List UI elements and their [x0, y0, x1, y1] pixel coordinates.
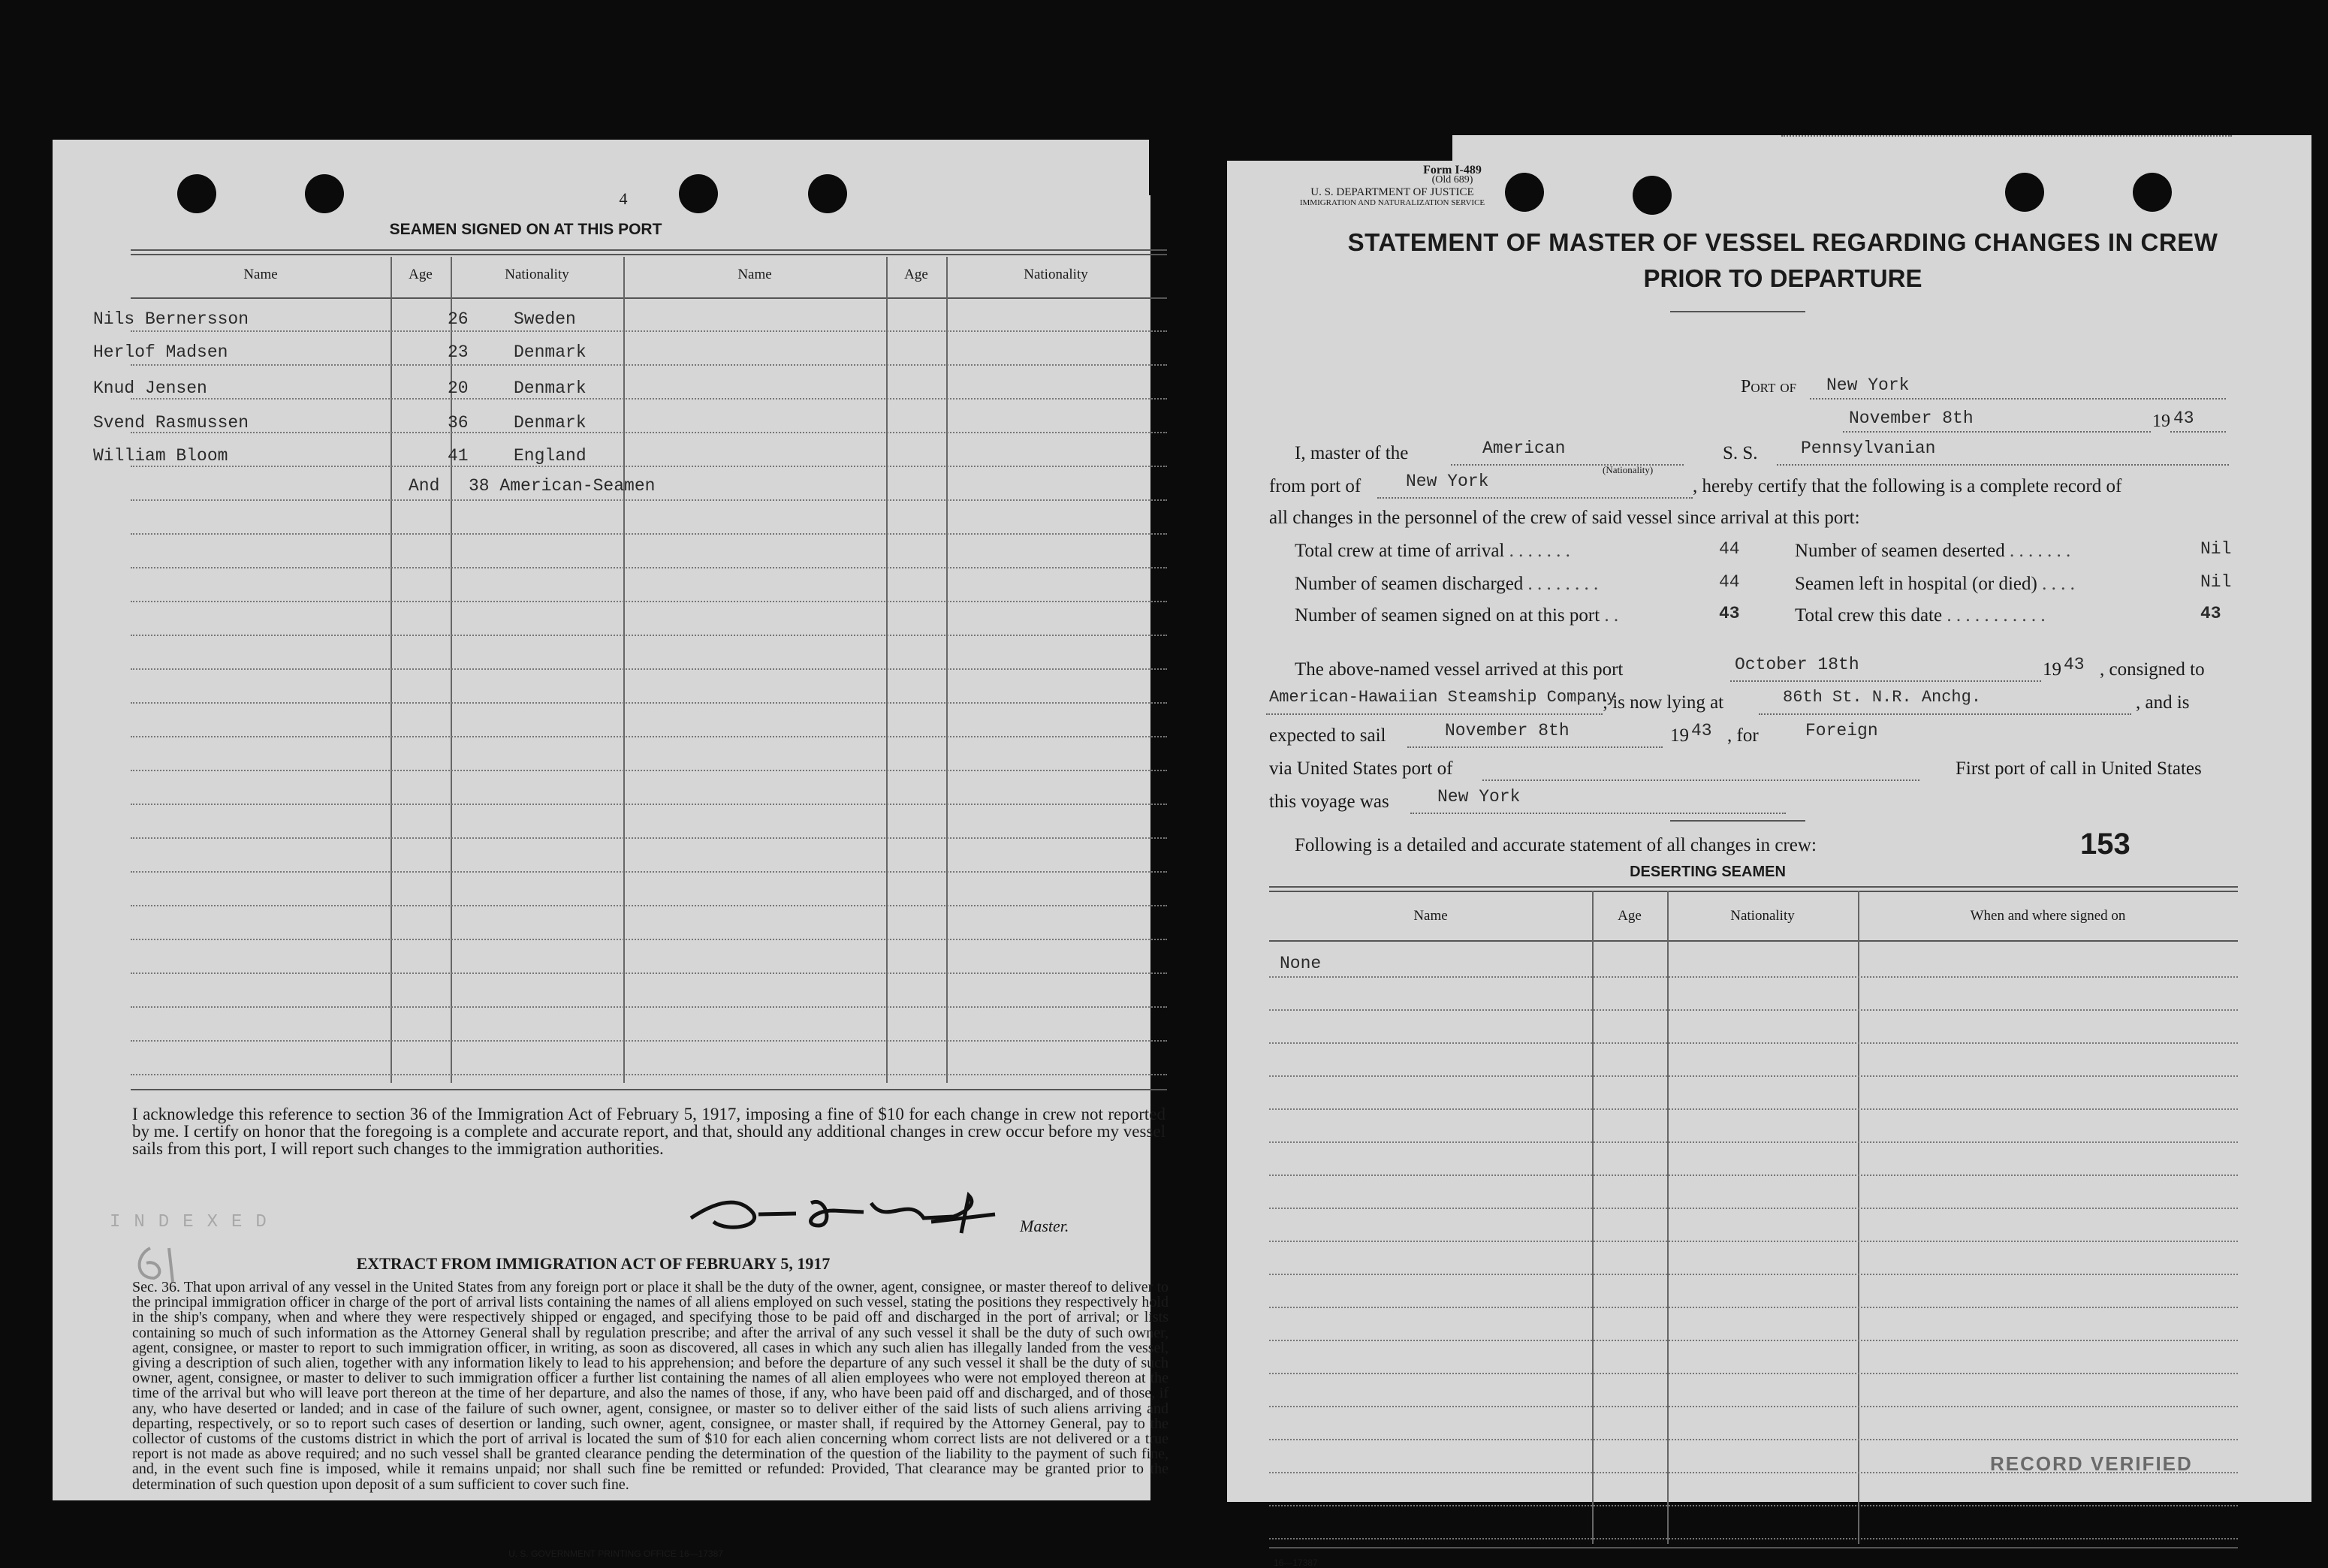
seaman-name: Herlof Madsen [93, 342, 228, 362]
from-port-label: from port of [1269, 476, 1362, 496]
ruling-line [1269, 1075, 2238, 1077]
seaman-name: William Bloom [93, 446, 228, 466]
ruling-line [131, 635, 1167, 636]
seaman-age: 26 [448, 309, 469, 329]
column-header-nationality-2: Nationality [1024, 267, 1088, 282]
ruling-line [1269, 976, 2238, 978]
seamen-signed-heading: SEAMEN SIGNED ON AT THIS PORT [389, 221, 662, 238]
ss-label: S. S. [1723, 443, 1758, 463]
nationality-caption: (Nationality) [1603, 464, 1654, 475]
seaman-name: Knud Jensen [93, 378, 207, 398]
date-value: November 8th [1849, 409, 1974, 428]
master-label: Master. [1020, 1217, 1069, 1235]
master-of-label: I, master of the [1295, 443, 1409, 463]
seaman-age: 23 [448, 342, 469, 362]
for-label: , for [1727, 725, 1759, 746]
stat-label: Number of seamen signed on at this port [1295, 605, 1600, 626]
ruling-line [131, 702, 1167, 704]
acknowledgment-text: I acknowledge this reference to section 36 of the Immigration Act of February 5, 1917, imposing a fine of $10 for each change in crew not reported by me. I certify on honor that the foregoing is a complete and accurate report, and that, should any additional changes in crew occur before my vessel sails from this port, I will report such changes to the immigration authorities. [132, 1105, 1166, 1158]
deserting-heading: DESERTING SEAMEN [1630, 864, 1786, 880]
ruling-line [1269, 1373, 2238, 1374]
and-is-label: , and is [2136, 692, 2190, 713]
deserting-col-name: Name [1413, 908, 1448, 924]
torn-edge [1149, 135, 1232, 195]
table-row-summary [93, 476, 919, 499]
page-number: 4 [619, 189, 628, 208]
ruling-line [1269, 1406, 2238, 1407]
table-row [93, 309, 919, 332]
stat-value: Nil [2200, 539, 2232, 559]
ruling-line [131, 533, 1167, 535]
ruling-line [1269, 1439, 2238, 1440]
table-row [93, 413, 919, 436]
seaman-age: 20 [448, 378, 469, 398]
ruling-line [1269, 1274, 2238, 1275]
expected-year-prefix: 19 [1670, 725, 1689, 746]
ruling-line [131, 939, 1167, 940]
following-text: Following is a detailed and accurate statement of all changes in crew: [1295, 835, 1817, 855]
ruling-line [131, 804, 1167, 805]
certify-text: , hereby certify that the following is a complete record of [1693, 476, 2122, 496]
seaman-nationality: Denmark [514, 413, 587, 433]
ruling-line [1269, 1340, 2238, 1341]
ruling-line [1269, 1042, 2238, 1044]
form-title-line2: PRIOR TO DEPARTURE [1643, 264, 1922, 292]
stat-label: Seamen left in hospital (or died) [1795, 574, 2037, 594]
arrived-label: The above-named vessel arrived at this port [1295, 659, 1624, 680]
printing-office: U. S. GOVERNMENT PRINTING OFFICE 16—17387 [508, 1548, 723, 1559]
service: IMMIGRATION AND NATURALIZATION SERVICE [1299, 198, 1485, 207]
consigned-label: , consigned to [2100, 659, 2205, 680]
seaman-name: Nils Bernersson [93, 309, 249, 329]
voyage-value: New York [1437, 787, 1521, 807]
stamp-number: 153 [2080, 828, 2130, 861]
record-verified-stamp: RECORD VERIFIED [1990, 1452, 2193, 1475]
all-changes-text: all changes in the personnel of the crew of said vessel since arrival at this port: [1269, 508, 1860, 528]
punch-hole [2133, 173, 2172, 212]
expected-label: expected to sail [1269, 725, 1386, 746]
stat-value: 44 [1719, 539, 1740, 559]
arrived-value: October 18th [1735, 655, 1859, 674]
nationality-value: American [1482, 439, 1566, 458]
ruling-line [1269, 1538, 2238, 1539]
punch-hole [808, 174, 847, 213]
seaman-nationality: England [514, 446, 587, 466]
column-header-age-2: Age [904, 267, 928, 282]
punch-hole [679, 174, 718, 213]
indexed-stamp: INDEXED [110, 1212, 280, 1232]
stat-value: 43 [1719, 604, 1740, 623]
ruling-line [1269, 1505, 2238, 1506]
form-number: Form I-489 [1423, 164, 1482, 176]
footer-code: 16—17387 [1274, 1557, 1318, 1568]
lying-label: ; is now lying at [1603, 692, 1724, 713]
ruling-line [1269, 1307, 2238, 1308]
table-row [93, 378, 919, 401]
seaman-nationality: Denmark [514, 342, 587, 362]
ruling-line [131, 1074, 1167, 1075]
extract-text: Sec. 36. That upon arrival of any vessel in the United States from any foreign port or place it shall be the duty of the owner, agent, consignee, or master thereof to deliver to the principal immigration officer in charge of the port of arrival lists containing the names of all aliens employed on such vessel, stating the positions they respectively hold in the ship's company, when and where they were respectively shipped or engaged, and specifying those to be paid off and discharged in the port of arrival; or lists containing so much of such information as the Attorney General shall by regulation prescribe; and after the arrival of any such vessel it shall be the duty of such owner, agent, consignee, or master to report to such immigration officer, in writing, as soon as discovered, all cases in which any such alien has illegally landed from the vessel, giving a description of such alien, together with any information likely to lead to his apprehension; and before the departure of any such vessel it shall be the duty of such owner, agent, consignee, or master to deliver to such immigration officer a further list containing the names of all alien employees who were not employed thereon at the time of the arrival but who will leave port thereon at the time of her departure, and also the names of those, if any, who have been paid off and discharged, and of those, if any, who have deserted or landed; and in case of the failure of such owner, agent, consignee, or master so to deliver either of the said lists of such aliens arriving and departing, respectively, or so to report such cases of desertion or landing, such owner, agent, consignee, or master shall, if required by the Attorney General, pay to the collector of customs of the customs district in which the port of arrival is located the sum of $10 for each alien concerning whom correct lists are not delivered or a true report is not made as above required; and no such vessel shall be granted clearance pending the determination of the question of the liability to the payment of such fine, and, in the event such fine is imposed, while it remains unpaid; nor shall such fine be remitted or refunded: Provided, That clearance may be granted prior to the determination of such question upon deposit of a sum sufficient to cover such fine. [132, 1279, 1169, 1493]
table-row [93, 446, 919, 469]
stat-label: Total crew at time of arrival [1295, 541, 1505, 561]
ruling-line [131, 668, 1167, 670]
for-value: Foreign [1805, 721, 1878, 740]
stat-total-crew-arrival: Total crew at time of arrival . . . . . . . 44 [1295, 539, 1740, 561]
right-page [1227, 135, 2311, 1568]
ruling-line [131, 871, 1167, 873]
stat-value: Nil [2200, 572, 2232, 592]
stat-value: 43 [2200, 604, 2221, 623]
extract-title: EXTRACT FROM IMMIGRATION ACT OF FEBRUARY 5, 1917 [356, 1254, 831, 1273]
ruling-line [131, 499, 1167, 501]
arrived-year-prefix: 19 [2043, 659, 2061, 680]
form-title-line1: STATEMENT OF MASTER OF VESSEL REGARDING CHANGES IN CREW [1347, 228, 2218, 256]
ruling-line [131, 567, 1167, 568]
first-port-label: First port of call in United States [1956, 758, 2202, 779]
port-label: Port of [1741, 377, 1797, 397]
ruling-line [1269, 1241, 2238, 1242]
voyage-label: this voyage was [1269, 792, 1389, 812]
lying-value: 86th St. N.R. Anchg. [1783, 688, 1982, 707]
ruling-line [1269, 1009, 2238, 1011]
via-label: via United States port of [1269, 758, 1453, 779]
ruling-line [131, 972, 1167, 974]
ruling-line [131, 837, 1167, 839]
ruling-line [1269, 1174, 2238, 1176]
port-value: New York [1826, 375, 1910, 395]
column-header-name: Name [243, 267, 278, 282]
table-row [93, 342, 919, 365]
form-old: (Old 689) [1431, 174, 1473, 185]
ruling-line [131, 905, 1167, 906]
stat-deserted: Number of seamen deserted . . . . . . . Nil [1795, 539, 2232, 561]
left-page [53, 140, 1169, 1559]
stat-label: Number of seamen discharged [1295, 574, 1524, 594]
ruling-line [1269, 1208, 2238, 1209]
seaman-nationality: Denmark [514, 378, 587, 398]
seaman-age: 41 [448, 446, 469, 466]
stat-value: 44 [1719, 572, 1740, 592]
ruling-line [131, 601, 1167, 602]
from-port-value: New York [1406, 472, 1489, 491]
stat-hospital: Seamen left in hospital (or died) . . . . Nil [1795, 572, 2232, 594]
deserting-col-age: Age [1618, 908, 1642, 924]
seaman-nationality: Sweden [514, 309, 576, 329]
expected-value: November 8th [1445, 721, 1570, 740]
vessel-value: Pennsylvanian [1801, 439, 1936, 458]
ruling-line [1269, 1108, 2238, 1110]
summary-american-seamen: 38 American-Seamen [469, 476, 656, 496]
stat-total-crew-date: Total crew this date . . . . . . . . . . . 43 [1795, 604, 2221, 626]
master-signature [683, 1181, 999, 1241]
deserting-col-nationality: Nationality [1730, 908, 1795, 924]
punch-hole [2005, 173, 2044, 212]
expected-year: 43 [1691, 721, 1712, 740]
seaman-name: Svend Rasmussen [93, 413, 249, 433]
column-header-name-2: Name [737, 267, 772, 282]
year-value: 43 [2173, 409, 2194, 428]
stat-label: Number of seamen deserted [1795, 541, 2005, 561]
stat-label: Total crew this date [1795, 605, 1943, 626]
seaman-age: 36 [448, 413, 469, 433]
deserting-col-signed: When and where signed on [1970, 908, 2126, 924]
punch-hole [177, 174, 216, 213]
ruling-line [131, 1006, 1167, 1008]
ruling-line [131, 736, 1167, 737]
stat-signed-on: Number of seamen signed on at this port . . 43 [1295, 604, 1740, 626]
punch-hole [305, 174, 344, 213]
arrived-year: 43 [2064, 655, 2085, 674]
consignee-value: American-Hawaiian Steamship Company [1269, 688, 1617, 707]
ruling-line [1269, 1141, 2238, 1143]
stat-discharged: Number of seamen discharged . . . . . . . . 44 [1295, 572, 1740, 594]
year-prefix: 19 [2152, 412, 2170, 431]
ruling-line [131, 770, 1167, 771]
column-header-nationality: Nationality [505, 267, 569, 282]
deserting-entry: None [1280, 954, 1322, 973]
summary-and: And [409, 476, 440, 496]
punch-hole [1633, 176, 1672, 215]
ruling-line [131, 1040, 1167, 1042]
column-header-age: Age [409, 267, 433, 282]
department: U. S. DEPARTMENT OF JUSTICE [1310, 186, 1474, 198]
